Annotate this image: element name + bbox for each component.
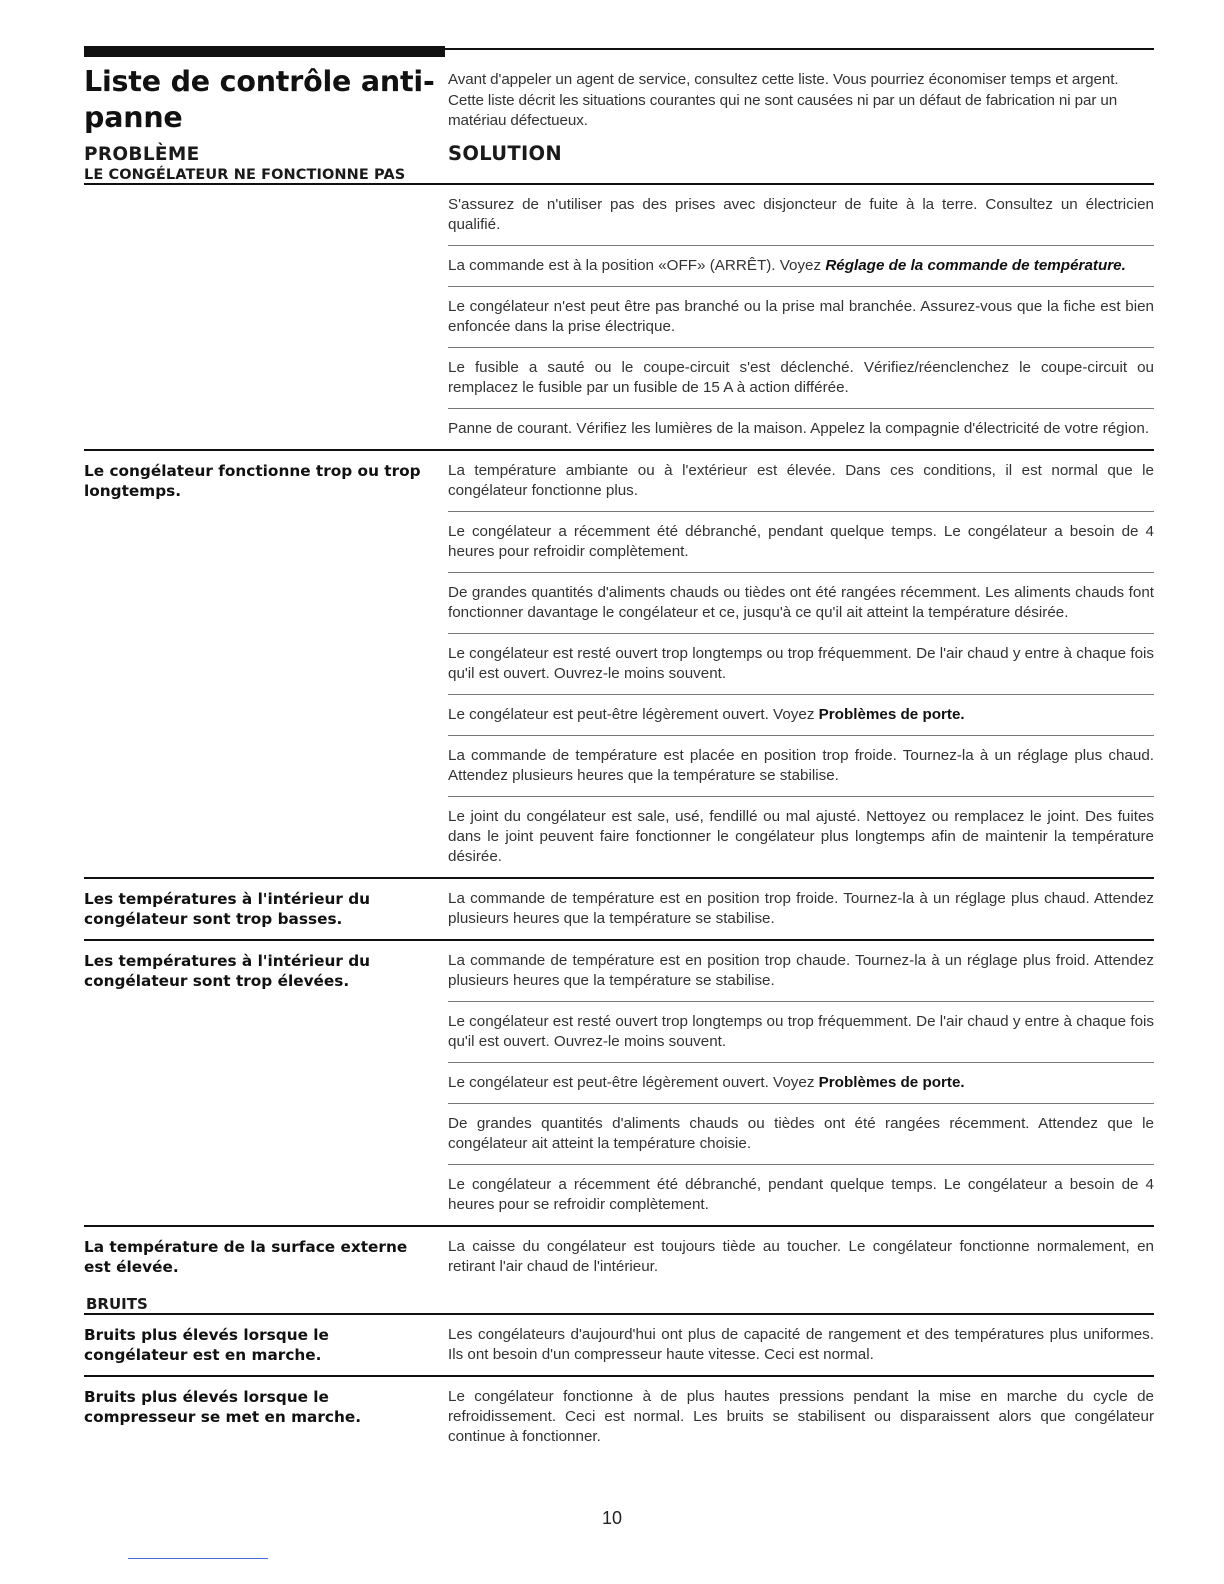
page-title: Liste de contrôle anti-panne bbox=[84, 65, 435, 134]
troubleshooting-table bbox=[84, 183, 1154, 1457]
solution-item bbox=[448, 1227, 1154, 1287]
header-left bbox=[84, 64, 448, 136]
header-rule-thin bbox=[445, 48, 1154, 50]
solution-list bbox=[448, 1227, 1154, 1287]
problem-label: Le congélateur fonctionne trop ou trop longtemps. bbox=[84, 462, 421, 500]
solution-text: Le congélateur n'est peut être pas branché ou la prise mal branchée. Assurez-vous que la fiche est bien enfoncée dans la prise électrique. bbox=[448, 298, 1154, 335]
category-heading: BRUITS bbox=[86, 1295, 148, 1313]
solution-list bbox=[448, 1315, 1154, 1375]
header-right bbox=[448, 64, 1154, 136]
solution-item bbox=[448, 1062, 1154, 1103]
problem-section bbox=[84, 449, 1154, 877]
solution-item bbox=[448, 347, 1154, 408]
solution-text: Le congélateur fonctionne à de plus hautes pressions pendant la mise en marche du cycle de refroidissement. Ceci est normal. Les bruits se stabilisent ou disparaissent alors que congélateur continue à fonctionner. bbox=[448, 1388, 1154, 1445]
solution-text: S'assurez de n'utiliser pas des prises avec disjoncteur de fuite à la terre. Consultez un électricien qualifié. bbox=[448, 196, 1154, 233]
problem-section bbox=[84, 939, 1154, 1225]
solution-text: Le congélateur est resté ouvert trop longtemps ou trop fréquemment. De l'air chaud y entre à chaque fois qu'il est ouvert. Ouvrez-le moins souvent. bbox=[448, 645, 1154, 682]
solution-item bbox=[448, 694, 1154, 735]
solution-text: La caisse du congélateur est toujours tiède au toucher. Le congélateur fonctionne normalement, en retirant l'air chaud de l'intérieur. bbox=[448, 1238, 1154, 1275]
footer-link-line bbox=[128, 1558, 268, 1559]
solution-item bbox=[448, 1315, 1154, 1375]
solution-list bbox=[448, 1377, 1154, 1457]
intro-text: Avant d'appeler un agent de service, consultez cette liste. Vous pourriez économiser temps et argent. Cette liste décrit les situations courantes qui ne sont causées ni par un défaut de fabrication ni par un matériau défectueux. bbox=[448, 71, 1119, 129]
solution-item bbox=[448, 633, 1154, 694]
solution-text: Le congélateur est peut-être légèrement ouvert. Voyez bbox=[448, 1074, 819, 1091]
solution-item bbox=[448, 796, 1154, 877]
solution-text: Les congélateurs d'aujourd'hui ont plus de capacité de rangement et des températures plus uniformes. Ils ont besoin d'un compresseur haute vitesse. Ceci est normal. bbox=[448, 1326, 1154, 1363]
solution-item bbox=[448, 572, 1154, 633]
problem-label: La température de la surface externe est élevée. bbox=[84, 1238, 408, 1276]
problem-label: Bruits plus élevés lorsque le compresseur se met en marche. bbox=[84, 1388, 362, 1426]
problem-section bbox=[84, 183, 1154, 449]
solution-item bbox=[448, 1164, 1154, 1225]
problem-heading: PROBLÈME bbox=[84, 144, 200, 165]
solution-list bbox=[448, 879, 1154, 939]
problem-label: Les températures à l'intérieur du congélateur sont trop élevées. bbox=[84, 952, 371, 990]
header-rule bbox=[84, 44, 1154, 58]
problem-section bbox=[84, 1225, 1154, 1287]
page bbox=[84, 44, 1154, 1457]
solution-item bbox=[448, 879, 1154, 939]
header bbox=[84, 64, 1154, 136]
page-number: 10 bbox=[601, 1508, 623, 1528]
solution-list bbox=[448, 185, 1154, 449]
solution-text: Panne de courant. Vérifiez les lumières de la maison. Appelez la compagnie d'électricité de votre région. bbox=[448, 420, 1150, 437]
solution-item bbox=[448, 185, 1154, 245]
solution-item bbox=[448, 941, 1154, 1001]
problem-label bbox=[84, 185, 448, 449]
header-rule-thick bbox=[84, 46, 445, 57]
solution-text: La commande de température est en position trop froide. Tournez-la à un réglage plus chaud. Attendez plusieurs heures que la température se stabilise. bbox=[448, 890, 1154, 927]
problem-label: Bruits plus élevés lorsque le congélateur est en marche. bbox=[84, 1326, 329, 1364]
solution-list bbox=[448, 941, 1154, 1225]
category-heading: LE CONGÉLATEUR NE FONCTIONNE PAS bbox=[84, 167, 406, 183]
solution-item bbox=[448, 1377, 1154, 1457]
solution-item bbox=[448, 451, 1154, 511]
solution-item bbox=[448, 1103, 1154, 1164]
solution-item bbox=[448, 286, 1154, 347]
solution-item bbox=[448, 408, 1154, 449]
solution-text: Le fusible a sauté ou le coupe-circuit s'est déclenché. Vérifiez/réenclenchez le coupe-circuit ou remplacez le fusible par un fusible de 15 A à action différée. bbox=[448, 359, 1154, 396]
problem-section bbox=[84, 877, 1154, 939]
cross-reference: Problèmes de porte. bbox=[818, 1074, 965, 1091]
solution-text: De grandes quantités d'aliments chauds ou tièdes ont été rangées récemment. Attendez que le congélateur ait atteint la température choisie. bbox=[448, 1115, 1154, 1152]
solution-item bbox=[448, 735, 1154, 796]
solution-text: La commande de température est placée en position trop froide. Tournez-la à un réglage plus chaud. Attendez plusieurs heures que la température se stabilise. bbox=[448, 747, 1154, 784]
column-headings bbox=[84, 142, 1154, 165]
cross-reference: Réglage de la commande de température. bbox=[825, 257, 1126, 274]
solution-text: Le congélateur a récemment été débranché, pendant quelque temps. Le congélateur a besoin de 4 heures pour se refroidir complètement. bbox=[448, 1176, 1154, 1213]
solution-text: Le congélateur a récemment été débranché, pendant quelque temps. Le congélateur a besoin de 4 heures pour refroidir complètement. bbox=[448, 523, 1154, 560]
solution-text: De grandes quantités d'aliments chauds ou tièdes ont été rangées récemment. Les aliments chauds font fonctionner davantage le congélateur et ce, jusqu'à ce qu'il ait atteint la température désirée. bbox=[448, 584, 1154, 621]
solution-text: Le joint du congélateur est sale, usé, fendillé ou mal ajusté. Nettoyez ou remplacez le joint. Des fuites dans le joint peuvent faire fonctionner le congélateur plus longtemps afin de maintenir la température désirée. bbox=[448, 808, 1154, 865]
solution-item bbox=[448, 245, 1154, 286]
problem-section bbox=[84, 1375, 1154, 1457]
solution-text: La commande de température est en position trop chaude. Tournez-la à un réglage plus froid. Attendez plusieurs heures que la température se stabilise. bbox=[448, 952, 1154, 989]
solution-item bbox=[448, 1001, 1154, 1062]
solution-heading: SOLUTION bbox=[448, 142, 563, 165]
solution-text: Le congélateur est peut-être légèrement ouvert. Voyez bbox=[448, 706, 819, 723]
problem-label: Les températures à l'intérieur du congélateur sont trop basses. bbox=[84, 890, 371, 928]
solution-text: La température ambiante ou à l'extérieur est élevée. Dans ces conditions, il est normal que le congélateur fonctionne plus. bbox=[448, 462, 1154, 499]
problem-section bbox=[84, 1313, 1154, 1375]
solution-item bbox=[448, 511, 1154, 572]
solution-text: Le congélateur est resté ouvert trop longtemps ou trop fréquemment. De l'air chaud y entre à chaque fois qu'il est ouvert. Ouvrez-le moins souvent. bbox=[448, 1013, 1154, 1050]
solution-text: La commande est à la position «OFF» (ARRÊT). Voyez bbox=[448, 257, 826, 274]
cross-reference: Problèmes de porte. bbox=[818, 706, 965, 723]
solution-list bbox=[448, 451, 1154, 877]
